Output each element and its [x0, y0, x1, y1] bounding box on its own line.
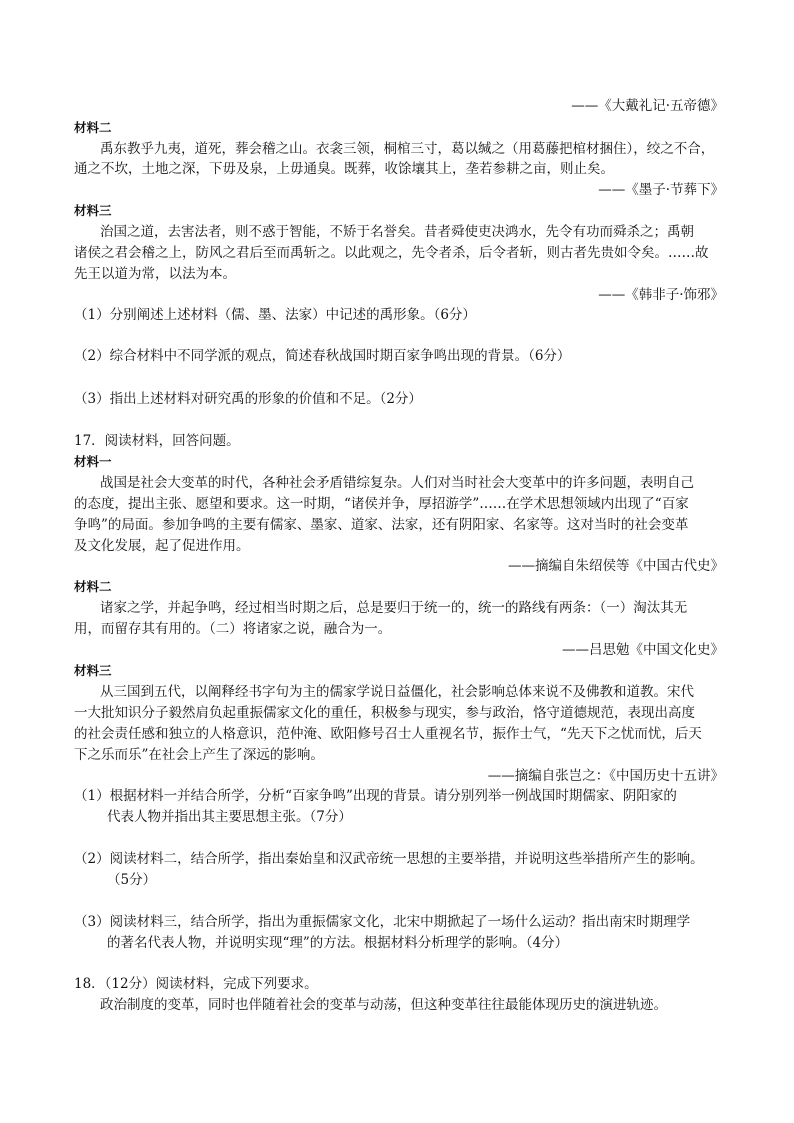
question-item: （3）指出上述材料对研究禹的形象的价值和不足。（2分） — [74, 391, 422, 407]
paragraph-line: 禹东教乎九夷，道死，葬会稽之山。衣衾三领，桐棺三寸，葛以缄之（用葛藤把棺材捆住），绞之不合， — [100, 141, 715, 157]
source-citation: ——《大戴礼记·五帝德》 — [571, 98, 724, 114]
material-label: 材料一 — [74, 454, 112, 469]
question-item: （2）综合材料中不同学派的观点，简述春秋战国时期百家争鸣出现的背景。（6分） — [74, 348, 571, 364]
paragraph-line: 下之乐而乐”在社会上产生了深远的影响。 — [74, 747, 324, 763]
question-heading: 17．阅读材料，回答问题。 — [74, 433, 240, 449]
question-item-continued: （5分） — [107, 872, 157, 888]
source-citation: ——摘编自张岂之：《中国历史十五讲》 — [487, 768, 724, 784]
question-item: （1）分别阐述上述材料（儒、墨、法家）中记述的禹形象。（6分） — [74, 307, 476, 323]
paragraph-line: 一大批知识分子毅然肩负起重振儒家文化的重任，积极参与现实，参与政治，恪守道德规范，表现出高度 — [74, 705, 695, 721]
source-citation: ——《墨子·节葬下》 — [598, 182, 724, 198]
paragraph-line: 的态度，提出主张、愿望和要求。这一时期，“诸侯并争，厚招游学”……在学术思想领域内出现了“百家 — [74, 496, 689, 512]
paragraph-line: 先王以道为常，以法为本。 — [74, 266, 236, 282]
material-label: 材料二 — [74, 120, 112, 135]
paragraph-line: 政治制度的变革，同时也伴随着社会的变革与动荡，但这种变革往往最能体现历史的演进轨迹。 — [100, 997, 667, 1013]
paragraph-line: 从三国到五代，以阐释经书字句为主的儒家学说日益僵化，社会影响总体来说不及佛教和道教。宋代 — [100, 684, 694, 700]
question-heading: 18．（12分）阅读材料，完成下列要求。 — [74, 976, 318, 992]
question-item: （1）根据材料一并结合所学，分析“百家争鸣”出现的背景。请分别列举一例战国时期儒家、阴阳家的 — [74, 788, 677, 804]
material-label: 材料三 — [74, 663, 112, 678]
paragraph-line: 用，而留存其有用的。（二）将诸家之说，融合为一。 — [74, 621, 392, 637]
paragraph-line: 的社会责任感和独立的人格意识，范仲淹、欧阳修号召士人重视名节，振作士气，“先天下之忧而忧，后天 — [74, 726, 702, 742]
source-citation: ——《韩非子·饰邪》 — [598, 287, 724, 303]
source-citation: ——摘编自朱绍侯等《中国古代史》 — [508, 558, 724, 574]
paragraph-line: 通之不坎，土地之深，下毋及泉，上毋通臭。既葬，收馀壤其上，垄若参耕之亩，则止矣。 — [74, 161, 614, 177]
question-item-continued: 代表人物并指出其主要思想主张。（7分） — [107, 809, 352, 825]
paragraph-line: 战国是社会大变革的时代，各种社会矛盾错综复杂。人们对当时社会大变革中的许多问题，表明自己 — [100, 475, 694, 491]
paragraph-line: 及文化发展，起了促进作用。 — [74, 538, 250, 554]
question-item: （3）阅读材料三，结合所学，指出为重振儒家文化，北宋中期掀起了一场什么运动？指出南宋时期理学 — [74, 914, 691, 930]
paragraph-line: 诸家之学，并起争鸣，经过相当时期之后，总是要归于统一的，统一的路线有两条：（一）淘汰其无 — [100, 600, 688, 616]
question-item-continued: 的著名代表人物，并说明实现“理”的方法。根据材料分析理学的影响。（4分） — [107, 935, 569, 951]
material-label: 材料三 — [74, 203, 112, 218]
paragraph-line: 争鸣”的局面。参加争鸣的主要有儒家、墨家、道家、法家，还有阴阳家、名家等。这对当时的社会变革 — [74, 517, 689, 533]
paragraph-line: 治国之道，去害法者，则不惑于智能，不矫于名誉矣。昔者舜使吏决鸿水，先令有功而舜杀之；禹朝 — [100, 224, 694, 240]
paragraph-line: 诸侯之君会稽之上，防风之君后至而禹斩之。以此观之，先令者杀，后令者斩，则古者先贵如令矣。……故 — [74, 245, 709, 261]
question-item: （2）阅读材料二，结合所学，指出秦始皇和汉武帝统一思想的主要举措，并说明这些举措所产生的影响。 — [74, 851, 704, 867]
source-citation: ——吕思勉《中国文化史》 — [562, 642, 724, 658]
material-label: 材料二 — [74, 579, 112, 594]
